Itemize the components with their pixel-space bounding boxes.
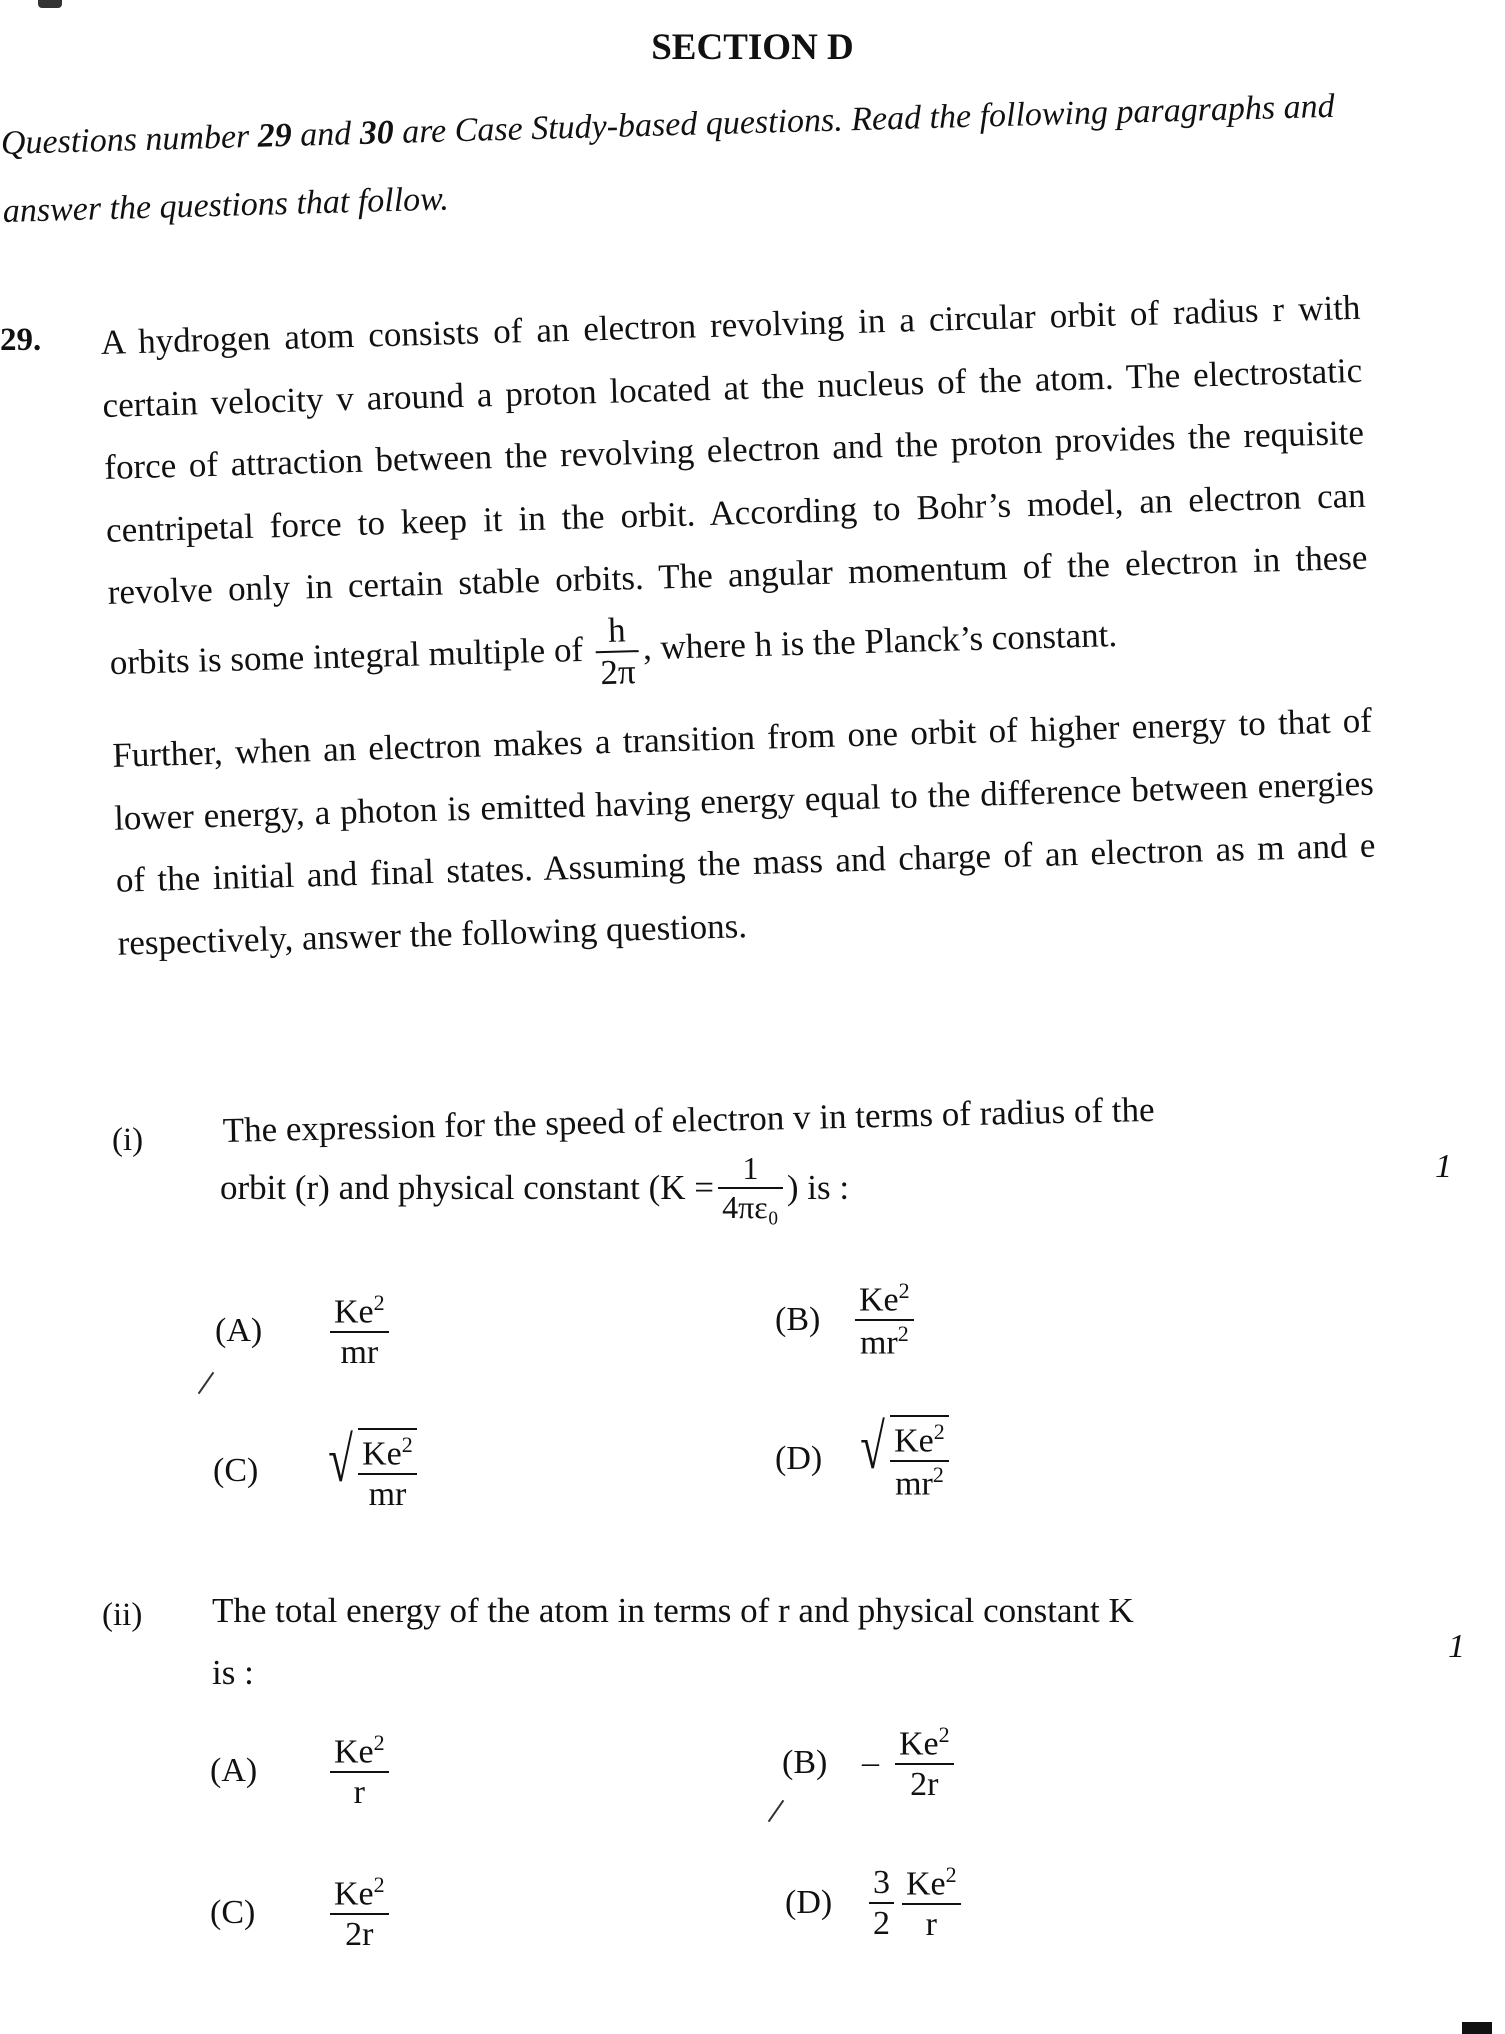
passage-text: , where h is the Planck’s constant. — [642, 614, 1118, 667]
radical-sign: √ — [860, 1411, 885, 1482]
fraction-denominator: 2π — [599, 651, 637, 692]
option-expression — [890, 1415, 949, 1504]
numerator: Ke — [894, 1422, 934, 1460]
numerator: 3 — [869, 1863, 894, 1904]
corner-mark — [38, 0, 62, 8]
page-corner-mark — [1462, 2022, 1492, 2034]
denominator: mr — [368, 1476, 407, 1514]
option-ii-d[interactable] — [785, 1862, 965, 1945]
tick-mark — [198, 1372, 215, 1394]
exponent: 2 — [373, 1730, 385, 1755]
option-ii-b[interactable] — [782, 1722, 958, 1805]
square-root-expression — [855, 1411, 953, 1504]
denominator: 2 — [873, 1905, 890, 1943]
question-ref: 29 — [257, 116, 293, 155]
passage-paragraph-2: Further, when an electron makes a transition from one orbit of higher energy to that of lower energy, a photon is emitted having energy equal to the difference between energies of the initial and final states. Assuming the mass and charge of an electron as m and e respectively, answer the following questions. — [111, 700, 1376, 963]
option-expression — [902, 1862, 961, 1945]
option-i-d[interactable] — [775, 1411, 953, 1504]
option-i-b[interactable] — [775, 1278, 918, 1363]
radical-sign: √ — [328, 1424, 353, 1495]
question-number: 29. — [0, 322, 42, 358]
fraction-denominator: 4πε₀ — [722, 1188, 779, 1225]
option-i-c[interactable] — [213, 1424, 421, 1515]
passage-text: A hydrogen atom consists of an electron revolving in a circular orbit of radius r with certain velocity v around a proton located at the nucleus of the atom. The electrostatic force of attraction between the revolving electron and the proton provides the requisite centripetal force to keep it in the orbit. According to Bohr’s model, an electron can revolve only in certain stable orbits. The angular momentum of the electron in these orbits is some integral multiple of — [100, 287, 1368, 682]
numerator: Ke — [334, 1875, 374, 1913]
option-label: (B) — [775, 1301, 821, 1339]
subquestion-label: (i) — [112, 1122, 144, 1158]
exponent: 2 — [401, 1432, 413, 1457]
question-ref: 30 — [359, 114, 395, 152]
h-over-2pi-fraction — [595, 610, 640, 694]
denominator: mr — [340, 1334, 379, 1372]
subquestion-i-line2 — [220, 1150, 849, 1226]
section-title: SECTION D — [651, 27, 854, 68]
subquestion-ii-text — [212, 1580, 1134, 1704]
option-expression — [330, 1730, 389, 1813]
option-label: (D) — [785, 1884, 833, 1922]
passage-paragraph-1 — [100, 277, 1371, 707]
subquestion-text: The total energy of the atom in terms of r and physical constant K — [212, 1591, 1134, 1630]
denominator: r — [925, 1906, 937, 1944]
numerator: Ke — [334, 1733, 374, 1771]
option-expression — [855, 1278, 914, 1363]
subquestion-text: The expression for the speed of electron v in terms of radius of the — [222, 1089, 1155, 1150]
numerator: Ke — [899, 1725, 939, 1763]
numerator: Ke — [334, 1293, 374, 1331]
exponent: 2 — [897, 1321, 909, 1347]
instructions — [0, 70, 1443, 246]
option-expression — [330, 1872, 389, 1955]
case-study-passage — [100, 277, 1378, 975]
exponent: 2 — [932, 1462, 944, 1488]
option-expression — [330, 1290, 389, 1373]
option-expression — [358, 1428, 417, 1515]
subquestion-text: is : — [212, 1653, 254, 1692]
square-root-expression — [323, 1424, 421, 1515]
exponent: 2 — [933, 1419, 945, 1444]
option-label: (A) — [210, 1752, 258, 1790]
fraction-numerator: h — [595, 610, 639, 653]
option-i-a[interactable] — [215, 1290, 393, 1373]
denominator: mr — [859, 1324, 898, 1362]
subquestion-text: ) is : — [786, 1167, 850, 1207]
marks: 1 — [1435, 1148, 1452, 1185]
three-halves-fraction — [869, 1863, 894, 1943]
option-ii-a[interactable] — [210, 1730, 393, 1813]
instructions-text: are Case Study-based questions. Read the following paragraphs and answer the questions that follow. — [2, 87, 1336, 230]
option-label: (C) — [210, 1894, 256, 1932]
numerator: Ke — [859, 1281, 899, 1319]
option-ii-c[interactable] — [210, 1872, 393, 1955]
exponent: 2 — [373, 1290, 385, 1315]
option-label: (C) — [213, 1452, 259, 1490]
option-label: (A) — [215, 1312, 263, 1350]
exponent: 2 — [373, 1872, 385, 1897]
fraction-numerator: 1 — [718, 1150, 783, 1189]
denominator: 2r — [910, 1766, 939, 1804]
marks: 1 — [1448, 1628, 1465, 1665]
exponent: 2 — [945, 1862, 957, 1887]
instructions-text: Questions number — [0, 117, 259, 162]
denominator: mr — [895, 1465, 933, 1503]
numerator: Ke — [906, 1865, 946, 1903]
exponent: 2 — [938, 1722, 950, 1747]
tick-mark — [768, 1800, 785, 1822]
subquestion-label: (ii) — [102, 1597, 143, 1633]
k-constant-fraction — [718, 1150, 783, 1226]
exponent: 2 — [898, 1278, 910, 1303]
subquestion-text: orbit (r) and physical constant (K = — [220, 1167, 715, 1207]
denominator: r — [353, 1774, 365, 1812]
denominator: 2r — [345, 1916, 374, 1954]
option-label: (B) — [782, 1744, 828, 1782]
option-label: (D) — [775, 1440, 823, 1478]
instructions-text: and — [291, 114, 361, 154]
option-expression — [895, 1722, 954, 1805]
numerator: Ke — [362, 1435, 402, 1473]
minus-sign: – — [862, 1744, 879, 1782]
